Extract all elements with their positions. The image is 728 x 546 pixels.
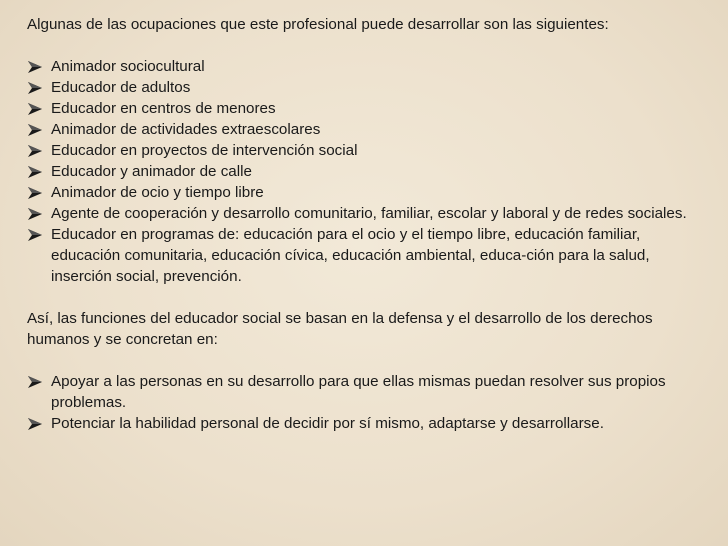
spacer [27,287,706,308]
list-item-text: Animador sociocultural [51,58,205,75]
list-item-text: Educador en programas de: educación para el ocio y el tiempo libre, educación familiar, educación comunitaria, educación cívica, educación ambiental, educa-ción para la salud, inserción social, prevención. [51,226,650,285]
list-item [27,140,706,161]
arrow-bullet-icon [27,186,43,200]
arrow-bullet-icon [27,228,43,242]
list-item [27,98,706,119]
list-item-text: Apoyar a las personas en su desarrollo para que ellas mismas puedan resolver sus propios problemas. [51,373,666,411]
arrow-bullet-icon [27,81,43,95]
list-item-text: Educador en centros de menores [51,100,276,117]
list-item-text: Educador de adultos [51,79,191,96]
list-item-text: Animador de actividades extraescolares [51,121,321,138]
intro-text: Algunas de las ocupaciones que este profesional puede desarrollar son las siguientes: [27,16,609,33]
arrow-bullet-icon [27,60,43,74]
spacer [27,35,706,56]
arrow-bullet-icon [27,165,43,179]
list-item-text: Educador en proyectos de intervención social [51,142,358,159]
arrow-bullet-icon [27,102,43,116]
arrow-bullet-icon [27,417,43,431]
list-item [27,161,706,182]
list-item [27,119,706,140]
list-item [27,371,706,413]
list-item [27,77,706,98]
arrow-bullet-icon [27,123,43,137]
arrow-bullet-icon [27,375,43,389]
list-item-text: Educador y animador de calle [51,163,252,180]
list-item [27,182,706,203]
list-item [27,224,706,287]
list-item-text: Potenciar la habilidad personal de decidir por sí mismo, adaptarse y desarrollarse. [51,415,604,432]
list-item [27,56,706,77]
list-item-text: Animador de ocio y tiempo libre [51,184,264,201]
list-item-text: Agente de cooperación y desarrollo comunitario, familiar, escolar y laboral y de redes sociales. [51,205,687,222]
list-item [27,413,706,434]
arrow-bullet-icon [27,207,43,221]
functions-intro-text: Así, las funciones del educador social se basan en la defensa y el desarrollo de los derechos humanos y se concretan en: [27,310,653,348]
list-item [27,203,706,224]
arrow-bullet-icon [27,144,43,158]
functions-list [27,371,706,434]
occupations-list [27,56,706,287]
spacer [27,350,706,371]
